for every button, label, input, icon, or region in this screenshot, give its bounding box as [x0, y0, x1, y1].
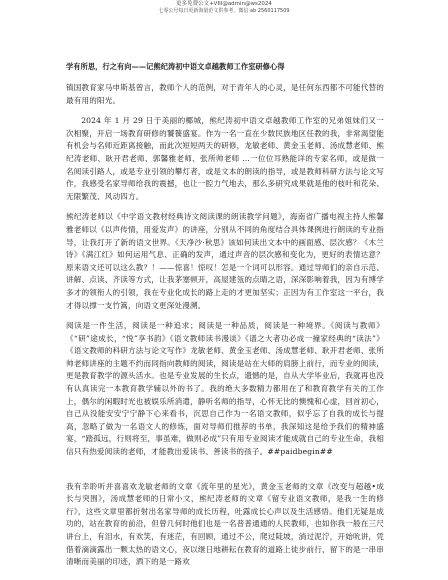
article-title: 学有所思，行之有向——记熊纪涛初中语文卓越教师工作室研修心得 [66, 62, 285, 71]
paragraph-quote: 镇国教育家马申斯基曾言，教师个人的范例，对于青年人的心灵，是任何东西都不可能代替的最有用的阳光。 [66, 83, 384, 105]
paragraph-intro: 2024 年 1 月 29 日于美丽的椰城，熊纪涛初中语文卓越教师工作室的兄弟姐妹们又一次相聚，开启一场教育研修的饕餮盛宴。作为一名一直在少数民族地区任教的我，非常渴望能有机会与名师近距离接触，而此次短短两天的研修，龙敏老师、黄金玉老师、汤成慧老师、熊纪涛老师、耿开君老师、郭馨雅老师、张所帅老师 …一位位耳熟能详的专家名师，或是做一名阅读引路人，或是专业引领的攀灯者，或是文本的朗读的指导，或是教师科研方法与论文写作，我感受名家导师给我的震撼，也让一腔力气地去，那么多研究成果就是他的枝叶和花朵、无限繁茂、风动四方。 [66, 116, 384, 201]
paragraph-mentors: 我有幸聆听并喜喜欢龙敏老师的文章《流年里的星光》，黄金玉老师的文章《改变与超越•成长与突围》，汤成慧老师的日常小文，熊纪涛老师的文章《留专业语文教师，是我一生的修行》，这些文章里都折射出名家导师的成长历程，吐露成长心声以及生活感悟。他们无疑是成功的，站在教育的前沿，但曾几何时他们也是一名普普通通的人民教师，也如你我一般在三尺讲台上，有泪水，有欢笑，有迷茫，有回顾，通过不公，爬过陡坡，淌过泥泞，开始吮讲，凭借着滴滴露出一颗太热的语文心，夜以继日地耕耘在教育的道路上徒步前行，留下的是一串串清晰而美丽的印迹，洒下的是一路欢 [66, 481, 384, 567]
header-notice-line: 七零公号每日更新海量范文供参考，微信 ab 2560117509 [158, 8, 290, 14]
header-watermark-line: 更多免费公文+VIII@admin@ws2024 [176, 1, 272, 7]
article [66, 62, 384, 569]
paragraph-recitation: 熊纪涛老师以《中学语文教材经典诗文阅读课的朗读教学问题》，海南省广播电视主持人熊馨雅老师以《以声传情，用爱发声》的讲座，分别从不同的角度结合具体课例进行朗读的专业指导，让我打开了新的语文世界。《天净沙·秋思》该如何读出文本中的画面感、层次感？《木兰诗》《满江红》如何运用气息、正确的发声，通过声音的层次感和变化为，更好的表情达意？原来语文还可以这么教？！——惊喜！惊叹！怎是一个词可以形容。通过导师们的亲自示范、讲解、点读、齐读等方式，让我茅塞顿开，高屋建瓴的点睛之语，深深影响着我，因为有博学多才的领衔人的引领，我在专业化成长的路上走的才更加坚实；正因为有工作室这一平台，我才得以撑一支竹篙，向语文更深处漫溯。 [66, 212, 384, 310]
page-header [0, 0, 448, 22]
paragraph-reading: 阅读是一件生活，阅读是一种追求；阅读是一种品质，阅读是一种境界。《阅读与教师》《“研”途成长，“悦”享书韵》《语文教师读书漫谈》《谱之大者功必成一撞家经典的“读法”》《语文教师的科研方法与论文写作》龙敏老师、黄金玉老师、汤成慧老师、耿开君老师、张所帅老师讲座的主题不约而同指向教师的阅读，阅读是站在大师的肩膀上前行，而专业的阅读，更是教育教学的源头活水。也是专业发展的生长点，遗憾的是，自从大学毕业后，我就再也没有认真读完一本教育教学辅以外的书了。我的绝大多数精力都用在了和教育教学有关的工作上，偶尔的闲暇时光也被娱乐所消遣，静听名师的指导，心怀无比的懊愧和心虚，回首初心，自己从没能安安宁宁静下心来看书，沉思自己作为一名语文教师，似乎忘了自我的成长与提高，忽略了做为一名语文人的修炼，面对导师们推荐的书单，我深知这是给予我们的精神盛宴，“踏孤远，行则将至，事虽难，做则必成”只有用专业阅读才能成就自己的专业生命，我相信只有热爱阅读的老师，才能教出爱读书、善读书的孩子。##paidbegin## [66, 321, 384, 457]
